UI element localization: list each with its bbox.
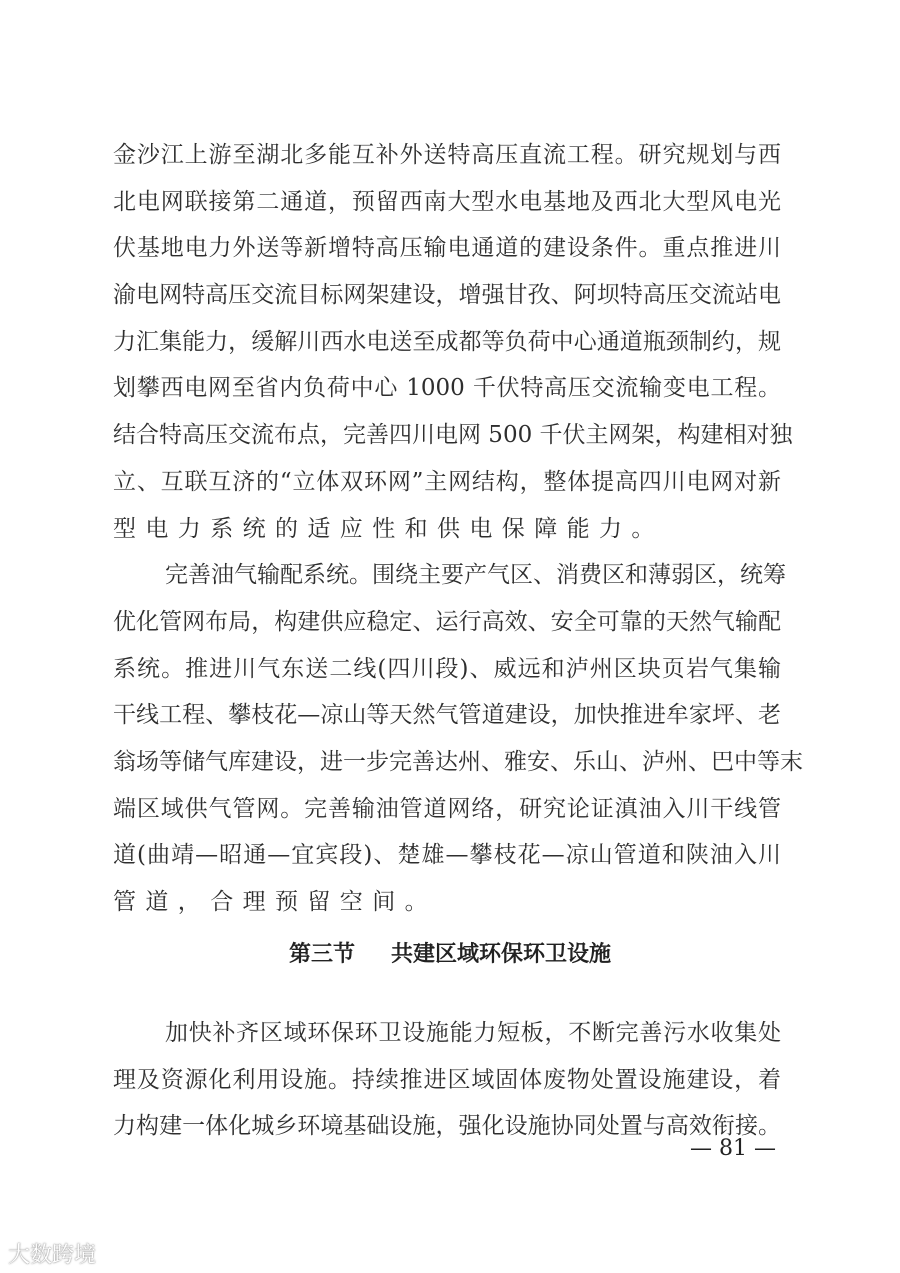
text-line: 伏基地电力外送等新增特高压输电通道的建设条件。重点推进川 — [113, 235, 781, 262]
text-line: 系统。推进川气东送二线(四川段)、威远和泸州区块页岩气集输 — [113, 655, 781, 682]
text-line: 北电网联接第二通道，预留西南大型水电基地及西北大型风电光 — [113, 188, 781, 215]
section-number: 第三节 — [288, 942, 355, 967]
text-line: 管道，合理预留空间。 — [113, 889, 437, 915]
page-number: — 81 — — [690, 1136, 776, 1161]
text-line: 完善油气输配系统。围绕主要产气区、消费区和薄弱区，统筹 — [165, 562, 786, 589]
text-line: 渝电网特高压交流目标网架建设，增强甘孜、阿坝特高压交流站电 — [113, 282, 781, 309]
text-line: 金沙江上游至湖北多能互补外送特高压直流工程。研究规划与西 — [113, 142, 781, 168]
paragraph-oil-gas — [113, 552, 803, 926]
body-text — [113, 132, 803, 926]
text-line: 结合特高压交流布点，完善四川电网 500 千伏主网架，构建相对独 — [113, 422, 793, 449]
text-line: 力汇集能力，缓解川西水电送至成都等负荷中心通道瓶颈制约，规 — [113, 328, 781, 355]
text-line: 端区域供气管网。完善输油管道网络，研究论证滇油入川干线管 — [113, 795, 781, 822]
watermark-logo: 大数跨境 — [8, 1243, 97, 1268]
text-line: 立、互联互济的“立体双环网”主网结构，整体提高四川电网对新 — [113, 468, 781, 495]
paragraph-power-grid — [113, 132, 793, 552]
text-line: 型电力系统的适应性和供电保障能力。 — [113, 515, 664, 542]
text-line: 优化管网布局，构建供应稳定、运行高效、安全可靠的天然气输配 — [113, 608, 781, 635]
text-line: 翁场等储气库建设，进一步完善达州、雅安、乐山、泸州、巴中等末 — [113, 748, 803, 775]
text-line: 加快补齐区域环保环卫设施能力短板，不断完善污水收集处 — [165, 1020, 781, 1046]
text-line: 道(曲靖—昭通—宜宾段)、楚雄—攀枝花—凉山管道和陕油入川 — [113, 842, 781, 869]
section-heading — [0, 932, 900, 978]
text-line: 划攀西电网至省内负荷中心 1000 千伏特高压交流输变电工程。 — [113, 375, 781, 402]
section-title: 共建区域环保环卫设施 — [391, 942, 612, 967]
text-line: 干线工程、攀枝花—凉山等天然气管道建设，加快推进牟家坪、老 — [113, 702, 781, 729]
text-line: 理及资源化利用设施。持续推进区域固体废物处置设施建设，着 — [113, 1066, 781, 1093]
paragraph-environment — [113, 1010, 781, 1150]
text-line: 力构建一体化城乡环境基础设施，强化设施协同处置与高效衔接。 — [113, 1113, 781, 1140]
